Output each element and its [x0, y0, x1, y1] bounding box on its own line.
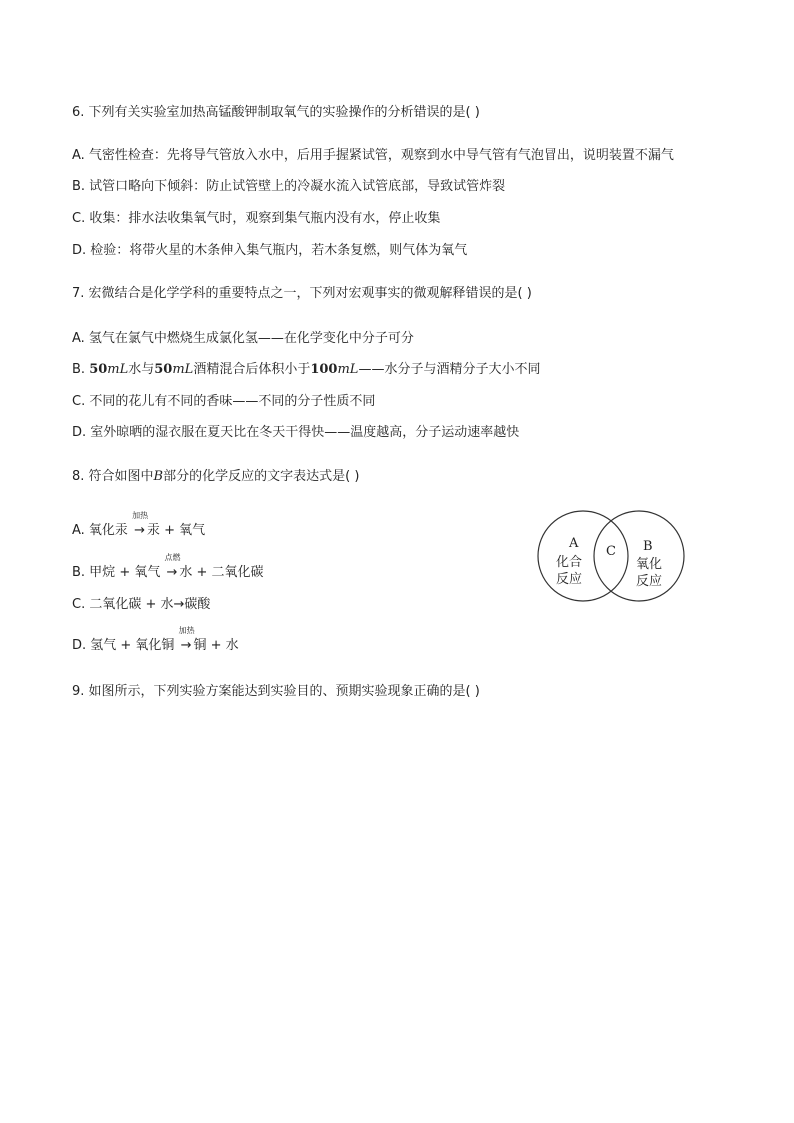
volume-unit: mL: [337, 362, 359, 377]
volume-number: 50: [89, 362, 108, 377]
option-text: ——水分子与酒精分子大小不同: [358, 362, 541, 377]
equation-left: D. 氢气 + 氧化铜: [72, 638, 175, 653]
option-text: 酒精混合后体积小于: [193, 362, 311, 377]
stem-variable: B: [153, 469, 164, 484]
stem-text: 部分的化学反应的文字表达式是( ): [163, 469, 360, 484]
question-6-option-b: B. 试管口略向下倾斜：防止试管壁上的冷凝水流入试管底部，导致试管炸裂: [72, 179, 506, 194]
equation-left: B. 甲烷 + 氧气: [72, 565, 161, 580]
question-7-stem: 7. 宏微结合是化学学科的重要特点之一，下列对宏观事实的微观解释错误的是( ): [72, 286, 532, 301]
question-6-option-c: C. 收集：排水法收集氧气时，观察到集气瓶内没有水，停止收集: [72, 211, 441, 226]
question-8-option-d: [72, 626, 239, 655]
reaction-condition: 加热: [132, 511, 149, 520]
equation-right: 铜 + 水: [193, 638, 239, 653]
volume-number: 50: [154, 362, 173, 377]
question-8-option-a: [72, 511, 206, 540]
reaction-arrow: [132, 511, 149, 540]
equation-right: 汞 + 氧气: [146, 523, 206, 538]
venn-diagram: [536, 505, 686, 607]
label-b-line1: 氧化: [636, 557, 663, 572]
label-a-line1: 化合: [556, 555, 583, 570]
volume-unit: mL: [172, 362, 194, 377]
option-prefix: B.: [72, 362, 90, 377]
reaction-arrow: [178, 626, 195, 655]
question-7-option-b: [72, 361, 540, 379]
question-8-stem: [72, 468, 359, 486]
arrow-icon: →: [134, 523, 145, 538]
question-8-option-b: [72, 553, 264, 582]
equation-right: 水 + 二氧化碳: [179, 565, 264, 580]
label-c-letter: C: [606, 544, 616, 559]
question-7-option-c: C. 不同的花儿有不同的香味——不同的分子性质不同: [72, 394, 376, 409]
question-8-option-c: C. 二氧化碳 + 水→碳酸: [72, 597, 211, 612]
question-6-stem: 6. 下列有关实验室加热高锰酸钾制取氧气的实验操作的分析错误的是( ): [72, 105, 480, 120]
question-6-option-d: D. 检验：将带火星的木条伸入集气瓶内，若木条复燃，则气体为氧气: [72, 243, 468, 258]
volume-unit: mL: [107, 362, 129, 377]
label-b-letter: B: [643, 539, 653, 554]
equation-left: A. 氧化汞: [72, 523, 128, 538]
volume-number: 100: [310, 362, 338, 377]
question-9-stem: 9. 如图所示，下列实验方案能达到实验目的、预期实验现象正确的是( ): [72, 684, 480, 699]
reaction-condition: 点燃: [164, 553, 181, 562]
question-7-option-a: A. 氢气在氯气中燃烧生成氯化氢——在化学变化中分子可分: [72, 331, 414, 346]
question-7-option-d: D. 室外晾晒的湿衣服在夏天比在冬天干得快——温度越高，分子运动速率越快: [72, 425, 520, 440]
question-6-option-a: A. 气密性检查：先将导气管放入水中，后用手握紧试管，观察到水中导气管有气泡冒出，说明装置不漏气: [72, 148, 674, 163]
arrow-icon: →: [166, 565, 178, 580]
reaction-arrow: [164, 553, 181, 582]
arrow-icon: →: [180, 638, 192, 653]
label-a-line2: 反应: [556, 572, 583, 587]
reaction-condition: 加热: [178, 626, 195, 635]
option-text: 水与: [128, 362, 155, 377]
label-a-letter: A: [569, 536, 579, 551]
label-b-line2: 反应: [636, 574, 663, 589]
stem-text: 8. 符合如图中: [72, 469, 154, 484]
